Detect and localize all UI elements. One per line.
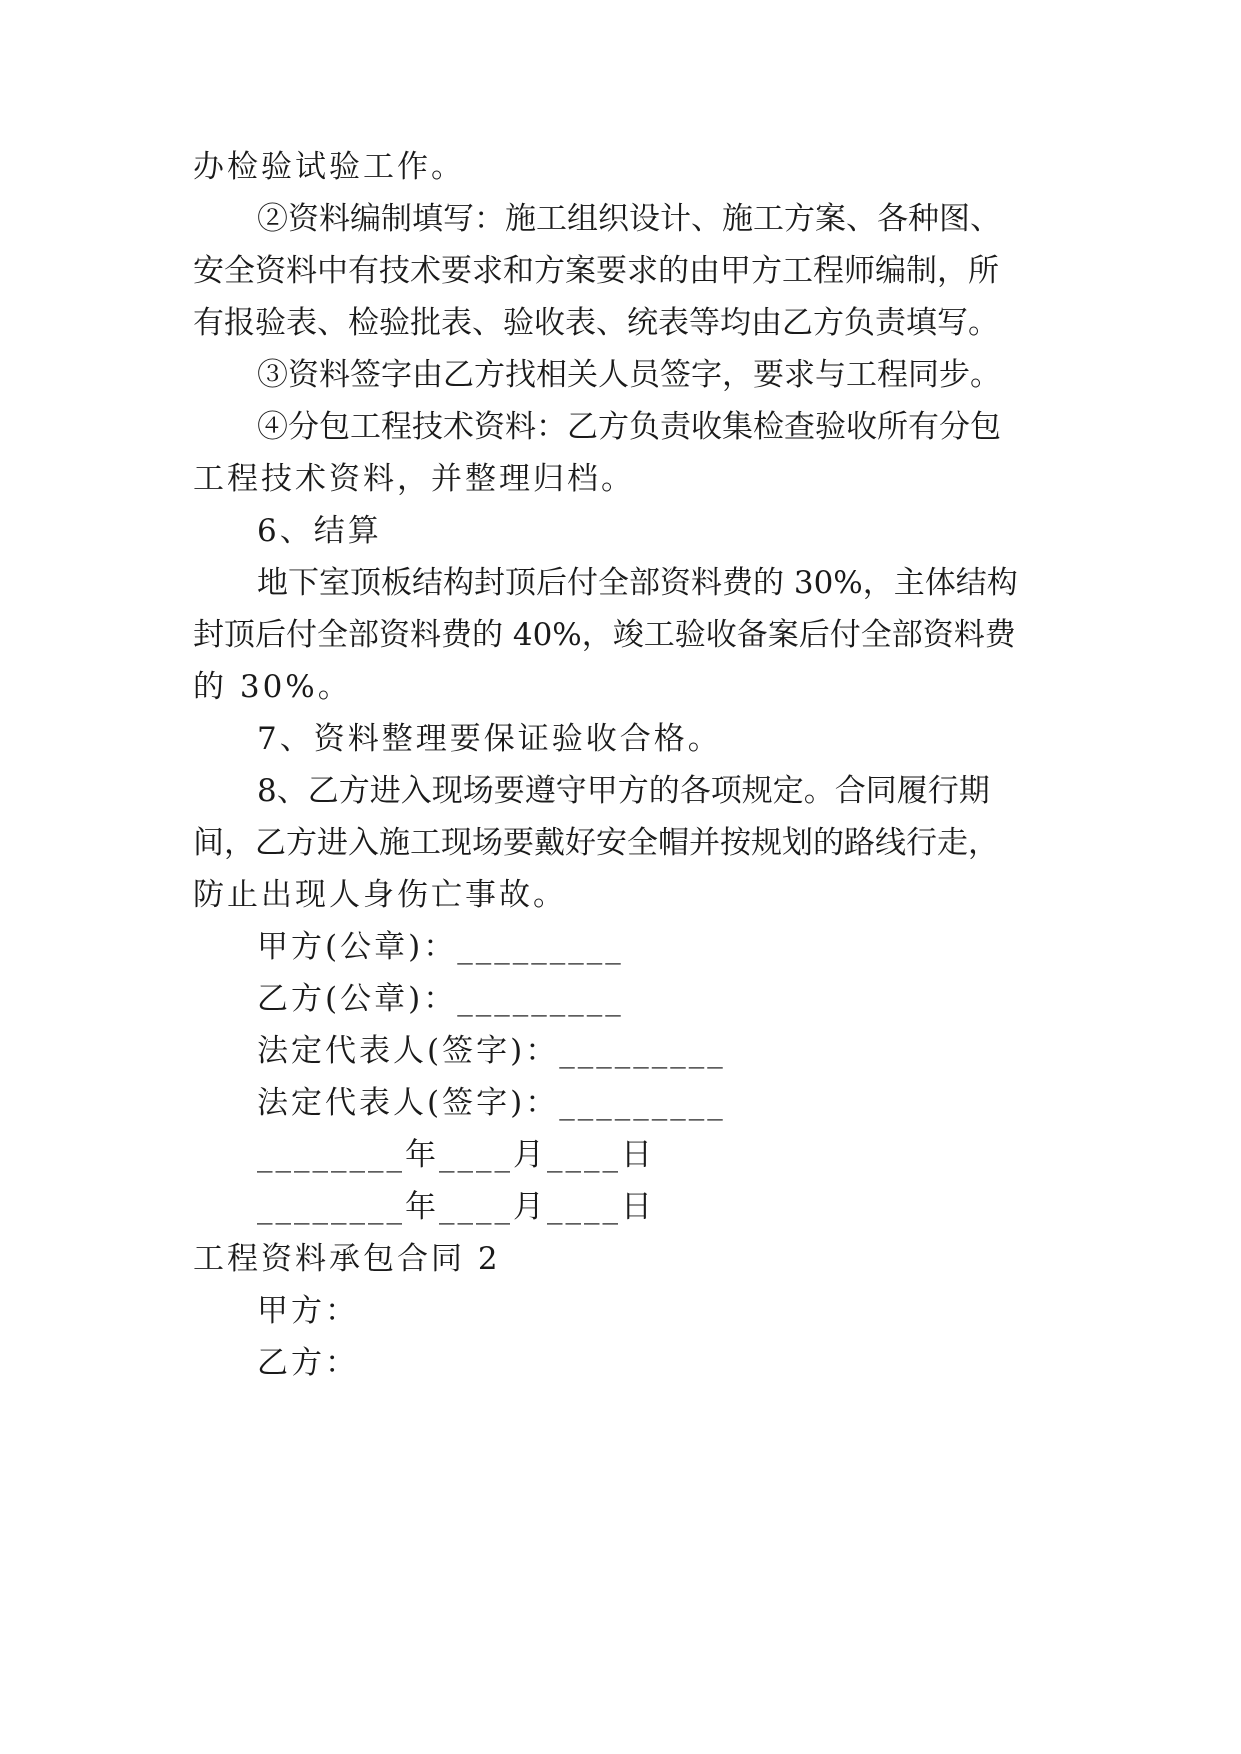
date-line: ________年____月____日 bbox=[257, 1137, 655, 1173]
paragraph-line: 的 30%。 bbox=[193, 669, 352, 705]
paragraph-text: ②资料编制填写：施工组织设计、施工方案、各种图、 bbox=[257, 201, 1001, 237]
paragraph-line bbox=[257, 199, 1001, 239]
paragraph-line: 安全资料中有技术要求和方案要求的由甲方工程师编制，所 bbox=[193, 253, 999, 289]
paragraph-line: 办检验试验工作。 bbox=[193, 149, 465, 185]
paragraph-line: 防止出现人身伤亡事故。 bbox=[193, 877, 567, 913]
paragraph-line: 地下室顶板结构封顶后付全部资料费的 30%，主体结构 bbox=[257, 565, 1018, 601]
party-a-seal-line: 甲方(公章)：_________ bbox=[257, 929, 624, 965]
paragraph-line: 间，乙方进入施工现场要戴好安全帽并按规划的路线行走， bbox=[193, 825, 999, 861]
contract-title: 工程资料承包合同 2 bbox=[193, 1241, 501, 1277]
paragraph-line: ③资料签字由乙方找相关人员签字，要求与工程同步。 bbox=[257, 357, 1001, 393]
legal-rep-signature-line: 法定代表人(签字)：_________ bbox=[257, 1033, 726, 1069]
paragraph-line: 8、乙方进入现场要遵守甲方的各项规定。合同履行期 bbox=[257, 773, 990, 809]
paragraph-line: 工程技术资料，并整理归档。 bbox=[193, 461, 635, 497]
section-heading: 6、结算 bbox=[257, 513, 382, 549]
party-b-label: 乙方： bbox=[257, 1345, 359, 1381]
date-line: ________年____月____日 bbox=[257, 1189, 655, 1225]
paragraph-line: 封顶后付全部资料费的 40%，竣工验收备案后付全部资料费 bbox=[193, 617, 1016, 653]
section-heading: 7、资料整理要保证验收合格。 bbox=[257, 721, 722, 757]
legal-rep-signature-line: 法定代表人(签字)：_________ bbox=[257, 1085, 726, 1121]
paragraph-line: ④分包工程技术资料：乙方负责收集检查验收所有分包 bbox=[257, 409, 1001, 445]
paragraph-line: 有报验表、检验批表、验收表、统表等均由乙方负责填写。 bbox=[193, 305, 999, 341]
party-b-seal-line: 乙方(公章)：_________ bbox=[257, 981, 624, 1017]
party-a-label: 甲方： bbox=[257, 1293, 359, 1329]
